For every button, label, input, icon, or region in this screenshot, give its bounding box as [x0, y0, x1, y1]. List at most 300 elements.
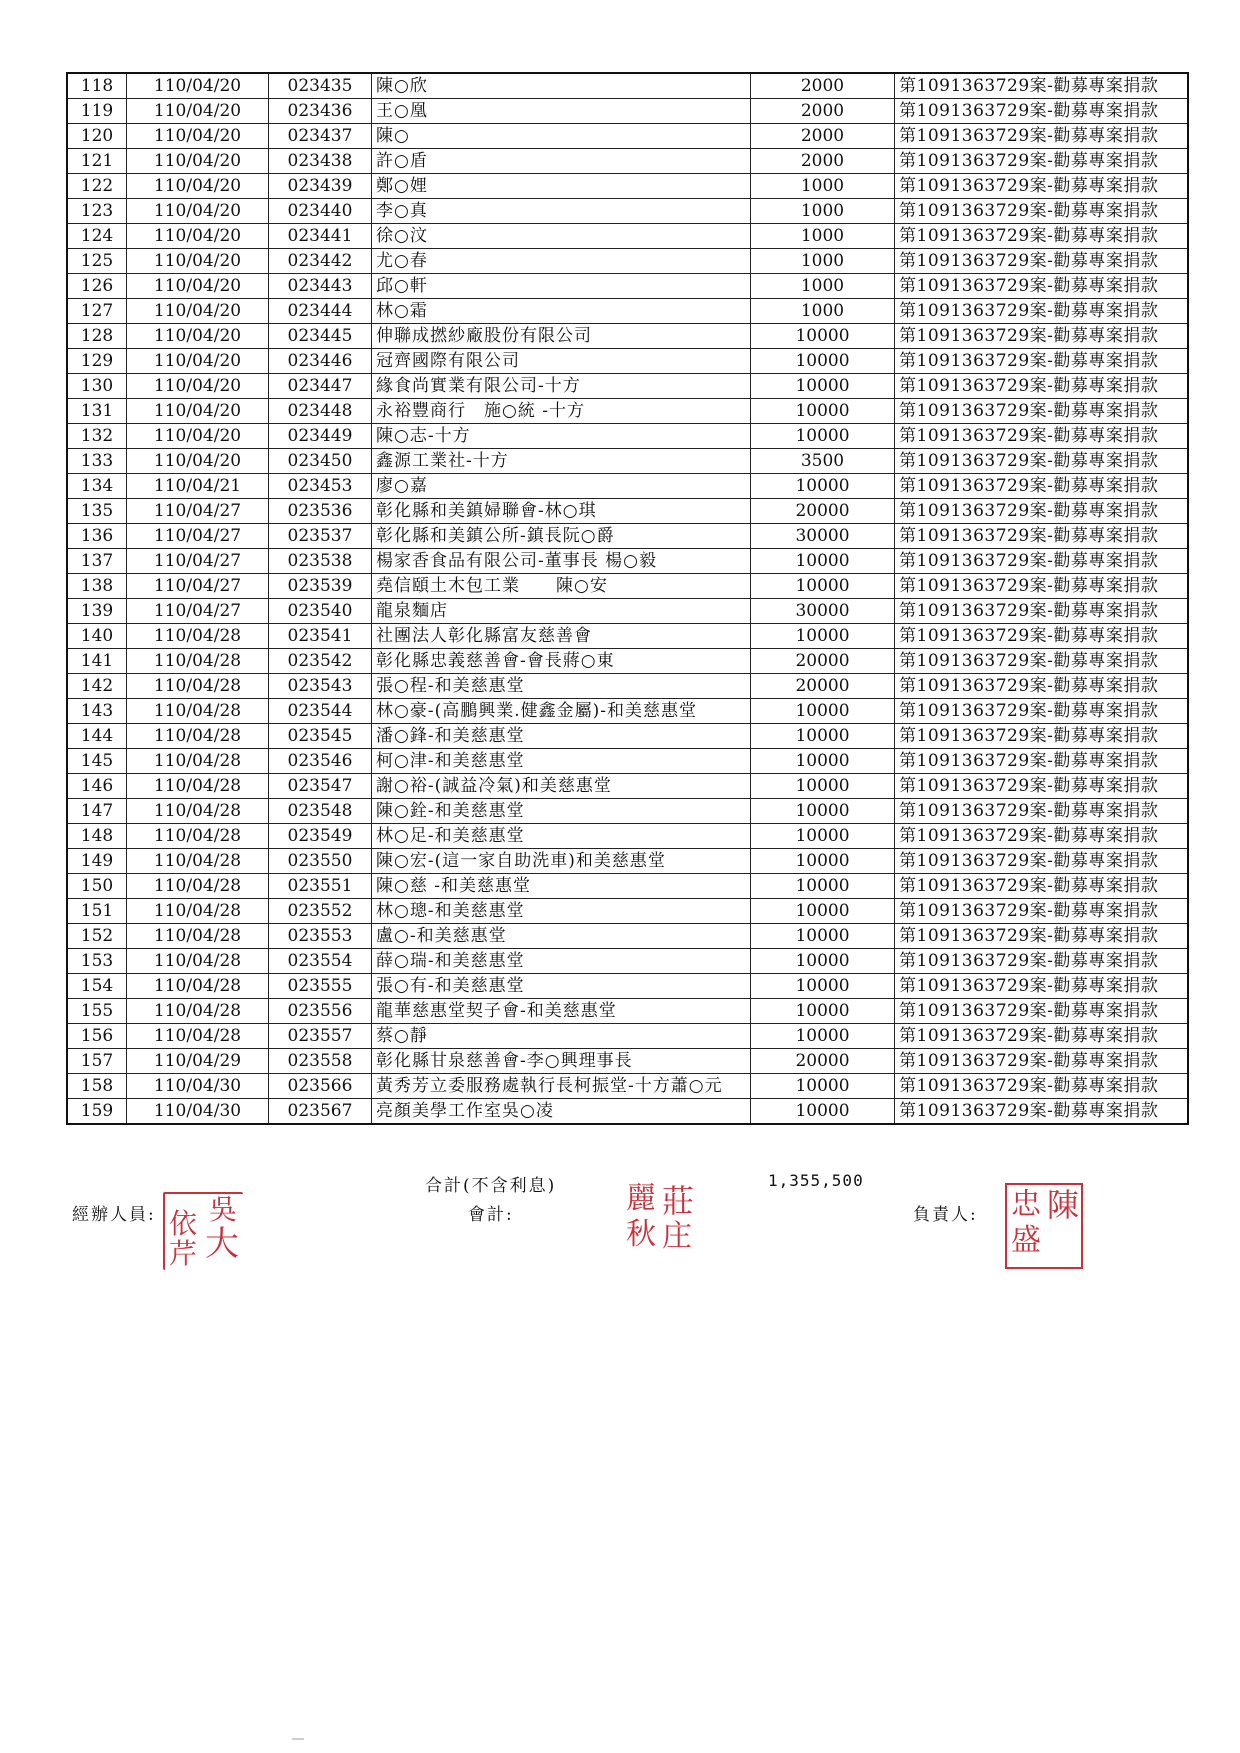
- cell-note: 第1091363729案-勸募專案捐款: [895, 324, 1189, 349]
- table-row: [67, 99, 1188, 124]
- cell-receipt: 023555: [269, 974, 372, 999]
- cell-no: 157: [67, 1049, 127, 1074]
- cell-donor-name: 陳○欣: [372, 73, 751, 99]
- cell-note: 第1091363729案-勸募專案捐款: [895, 774, 1189, 799]
- cell-donor-name: 堯信頤土木包工業 陳○安: [372, 574, 751, 599]
- cell-note: 第1091363729案-勸募專案捐款: [895, 1099, 1189, 1125]
- table-row: [67, 724, 1188, 749]
- donation-table: [66, 72, 1189, 1125]
- cell-date: 110/04/20: [127, 424, 269, 449]
- cell-note: 第1091363729案-勸募專案捐款: [895, 874, 1189, 899]
- cell-receipt: 023566: [269, 1074, 372, 1099]
- cell-amount: 10000: [751, 774, 895, 799]
- cell-note: 第1091363729案-勸募專案捐款: [895, 749, 1189, 774]
- cell-amount: 10000: [751, 1074, 895, 1099]
- total-value: 1,355,500: [768, 1171, 864, 1190]
- cell-amount: 10000: [751, 374, 895, 399]
- cell-receipt: 023448: [269, 399, 372, 424]
- cell-amount: 10000: [751, 899, 895, 924]
- cell-note: 第1091363729案-勸募專案捐款: [895, 274, 1189, 299]
- cell-no: 150: [67, 874, 127, 899]
- cell-receipt: 023537: [269, 524, 372, 549]
- cell-date: 110/04/28: [127, 899, 269, 924]
- cell-donor-name: 龍華慈惠堂契子會-和美慈惠堂: [372, 999, 751, 1024]
- cell-receipt: 023453: [269, 474, 372, 499]
- cell-receipt: 023549: [269, 824, 372, 849]
- cell-note: 第1091363729案-勸募專案捐款: [895, 574, 1189, 599]
- cell-amount: 30000: [751, 599, 895, 624]
- total-label: 合計(不含利息): [425, 1176, 557, 1196]
- table-row: [67, 224, 1188, 249]
- cell-date: 110/04/21: [127, 474, 269, 499]
- cell-donor-name: 彰化縣甘泉慈善會-李○興理事長: [372, 1049, 751, 1074]
- cell-date: 110/04/28: [127, 624, 269, 649]
- cell-amount: 10000: [751, 474, 895, 499]
- cell-note: 第1091363729案-勸募專案捐款: [895, 799, 1189, 824]
- cell-donor-name: 林○霜: [372, 299, 751, 324]
- table-body: [67, 73, 1188, 1124]
- cell-no: 142: [67, 674, 127, 699]
- cell-receipt: 023446: [269, 349, 372, 374]
- cell-note: 第1091363729案-勸募專案捐款: [895, 949, 1189, 974]
- table-row: [67, 999, 1188, 1024]
- table-row: [67, 649, 1188, 674]
- cell-note: 第1091363729案-勸募專案捐款: [895, 849, 1189, 874]
- cell-receipt: 023445: [269, 324, 372, 349]
- cell-date: 110/04/28: [127, 649, 269, 674]
- cell-date: 110/04/20: [127, 274, 269, 299]
- cell-note: 第1091363729案-勸募專案捐款: [895, 624, 1189, 649]
- cell-receipt: 023541: [269, 624, 372, 649]
- cell-donor-name: 伸聯成撚紗廠股份有限公司: [372, 324, 751, 349]
- cell-no: 135: [67, 499, 127, 524]
- cell-note: 第1091363729案-勸募專案捐款: [895, 724, 1189, 749]
- cell-no: 123: [67, 199, 127, 224]
- cell-date: 110/04/28: [127, 999, 269, 1024]
- table-row: [67, 974, 1188, 999]
- cell-donor-name: 彰化縣忠義慈善會-會長蔣○東: [372, 649, 751, 674]
- cell-date: 110/04/28: [127, 1024, 269, 1049]
- cell-donor-name: 許○盾: [372, 149, 751, 174]
- cell-no: 134: [67, 474, 127, 499]
- cell-date: 110/04/28: [127, 849, 269, 874]
- cell-donor-name: 永裕豐商行 施○統 -十方: [372, 399, 751, 424]
- cell-date: 110/04/20: [127, 299, 269, 324]
- cell-donor-name: 尤○春: [372, 249, 751, 274]
- cell-date: 110/04/20: [127, 224, 269, 249]
- responsible-seal-stamp: 陳 忠 盛: [1005, 1183, 1083, 1269]
- cell-date: 110/04/20: [127, 149, 269, 174]
- cell-donor-name: 龍泉麵店: [372, 599, 751, 624]
- cell-note: 第1091363729案-勸募專案捐款: [895, 549, 1189, 574]
- cell-donor-name: 謝○裕-(誠益冷氣)和美慈惠堂: [372, 774, 751, 799]
- cell-receipt: 023449: [269, 424, 372, 449]
- cell-amount: 30000: [751, 524, 895, 549]
- accounting-seal-stamp: 莊 麗 秋 庄: [626, 1181, 695, 1254]
- cell-receipt: 023436: [269, 99, 372, 124]
- cell-receipt: 023547: [269, 774, 372, 799]
- cell-no: 121: [67, 149, 127, 174]
- cell-donor-name: 李○真: [372, 199, 751, 224]
- cell-donor-name: 黃秀芳立委服務處執行長柯振堂-十方蕭○元: [372, 1074, 751, 1099]
- table-row: [67, 1024, 1188, 1049]
- cell-amount: 10000: [751, 724, 895, 749]
- cell-receipt: 023552: [269, 899, 372, 924]
- cell-no: 148: [67, 824, 127, 849]
- cell-note: 第1091363729案-勸募專案捐款: [895, 499, 1189, 524]
- cell-donor-name: 徐○汶: [372, 224, 751, 249]
- cell-receipt: 023550: [269, 849, 372, 874]
- cell-receipt: 023536: [269, 499, 372, 524]
- cell-donor-name: 陳○: [372, 124, 751, 149]
- cell-no: 127: [67, 299, 127, 324]
- cell-amount: 10000: [751, 699, 895, 724]
- cell-receipt: 023437: [269, 124, 372, 149]
- table-row: [67, 824, 1188, 849]
- cell-receipt: 023442: [269, 249, 372, 274]
- cell-date: 110/04/20: [127, 374, 269, 399]
- cell-receipt: 023546: [269, 749, 372, 774]
- cell-amount: 1000: [751, 249, 895, 274]
- cell-amount: 10000: [751, 349, 895, 374]
- cell-no: 146: [67, 774, 127, 799]
- cell-donor-name: 彰化縣和美鎮公所-鎮長阮○爵: [372, 524, 751, 549]
- cell-no: 126: [67, 274, 127, 299]
- table-row: [67, 874, 1188, 899]
- cell-note: 第1091363729案-勸募專案捐款: [895, 824, 1189, 849]
- cell-note: 第1091363729案-勸募專案捐款: [895, 99, 1189, 124]
- cell-amount: 3500: [751, 449, 895, 474]
- cell-no: 144: [67, 724, 127, 749]
- cell-note: 第1091363729案-勸募專案捐款: [895, 249, 1189, 274]
- cell-no: 124: [67, 224, 127, 249]
- table-row: [67, 499, 1188, 524]
- cell-date: 110/04/20: [127, 124, 269, 149]
- table-row: [67, 574, 1188, 599]
- cell-amount: 10000: [751, 624, 895, 649]
- cell-no: 149: [67, 849, 127, 874]
- cell-receipt: 023567: [269, 1099, 372, 1125]
- table-row: [67, 624, 1188, 649]
- cell-receipt: 023544: [269, 699, 372, 724]
- cell-note: 第1091363729案-勸募專案捐款: [895, 299, 1189, 324]
- cell-receipt: 023548: [269, 799, 372, 824]
- cell-amount: 10000: [751, 949, 895, 974]
- cell-note: 第1091363729案-勸募專案捐款: [895, 924, 1189, 949]
- table-row: [67, 749, 1188, 774]
- cell-note: 第1091363729案-勸募專案捐款: [895, 674, 1189, 699]
- cell-note: 第1091363729案-勸募專案捐款: [895, 174, 1189, 199]
- cell-receipt: 023554: [269, 949, 372, 974]
- cell-donor-name: 盧○-和美慈惠堂: [372, 924, 751, 949]
- cell-donor-name: 潘○鋒-和美慈惠堂: [372, 724, 751, 749]
- cell-amount: 10000: [751, 749, 895, 774]
- cell-note: 第1091363729案-勸募專案捐款: [895, 199, 1189, 224]
- scan-mark: [292, 1738, 304, 1740]
- cell-no: 128: [67, 324, 127, 349]
- cell-no: 137: [67, 549, 127, 574]
- cell-date: 110/04/27: [127, 599, 269, 624]
- cell-donor-name: 陳○慈 -和美慈惠堂: [372, 874, 751, 899]
- cell-no: 153: [67, 949, 127, 974]
- cell-receipt: 023558: [269, 1049, 372, 1074]
- cell-amount: 10000: [751, 874, 895, 899]
- cell-note: 第1091363729案-勸募專案捐款: [895, 374, 1189, 399]
- cell-date: 110/04/20: [127, 99, 269, 124]
- cell-no: 155: [67, 999, 127, 1024]
- table-row: [67, 799, 1188, 824]
- cell-date: 110/04/20: [127, 399, 269, 424]
- table-row: [67, 524, 1188, 549]
- table-row: [67, 199, 1188, 224]
- cell-receipt: 023443: [269, 274, 372, 299]
- cell-receipt: 023450: [269, 449, 372, 474]
- cell-note: 第1091363729案-勸募專案捐款: [895, 474, 1189, 499]
- cell-note: 第1091363729案-勸募專案捐款: [895, 73, 1189, 99]
- cell-date: 110/04/28: [127, 824, 269, 849]
- cell-amount: 10000: [751, 999, 895, 1024]
- cell-date: 110/04/27: [127, 524, 269, 549]
- table-row: [67, 1099, 1188, 1125]
- table-row: [67, 174, 1188, 199]
- cell-receipt: 023556: [269, 999, 372, 1024]
- cell-note: 第1091363729案-勸募專案捐款: [895, 699, 1189, 724]
- cell-date: 110/04/28: [127, 874, 269, 899]
- cell-donor-name: 林○璁-和美慈惠堂: [372, 899, 751, 924]
- cell-no: 145: [67, 749, 127, 774]
- table-row: [67, 149, 1188, 174]
- cell-donor-name: 鄭○娌: [372, 174, 751, 199]
- cell-no: 140: [67, 624, 127, 649]
- accounting-label: 會計:: [468, 1205, 514, 1225]
- cell-note: 第1091363729案-勸募專案捐款: [895, 399, 1189, 424]
- cell-date: 110/04/27: [127, 574, 269, 599]
- cell-receipt: 023545: [269, 724, 372, 749]
- cell-no: 122: [67, 174, 127, 199]
- cell-note: 第1091363729案-勸募專案捐款: [895, 649, 1189, 674]
- cell-donor-name: 冠齊國際有限公司: [372, 349, 751, 374]
- cell-receipt: 023438: [269, 149, 372, 174]
- table-row: [67, 1049, 1188, 1074]
- cell-receipt: 023435: [269, 73, 372, 99]
- cell-donor-name: 張○有-和美慈惠堂: [372, 974, 751, 999]
- cell-date: 110/04/20: [127, 324, 269, 349]
- table-row: [67, 274, 1188, 299]
- cell-date: 110/04/28: [127, 749, 269, 774]
- cell-donor-name: 陳○志-十方: [372, 424, 751, 449]
- cell-donor-name: 王○凰: [372, 99, 751, 124]
- cell-note: 第1091363729案-勸募專案捐款: [895, 1049, 1189, 1074]
- cell-receipt: 023440: [269, 199, 372, 224]
- cell-amount: 10000: [751, 324, 895, 349]
- cell-no: 130: [67, 374, 127, 399]
- cell-amount: 20000: [751, 674, 895, 699]
- cell-donor-name: 楊家香食品有限公司-董事長 楊○毅: [372, 549, 751, 574]
- table-row: [67, 899, 1188, 924]
- cell-amount: 10000: [751, 399, 895, 424]
- cell-amount: 1000: [751, 174, 895, 199]
- cell-no: 119: [67, 99, 127, 124]
- cell-no: 159: [67, 1099, 127, 1125]
- cell-date: 110/04/20: [127, 349, 269, 374]
- cell-donor-name: 邱○軒: [372, 274, 751, 299]
- cell-donor-name: 緣食尚實業有限公司-十方: [372, 374, 751, 399]
- cell-no: 120: [67, 124, 127, 149]
- cell-receipt: 023444: [269, 299, 372, 324]
- cell-date: 110/04/28: [127, 974, 269, 999]
- cell-date: 110/04/28: [127, 799, 269, 824]
- cell-donor-name: 亮顏美學工作室吳○凌: [372, 1099, 751, 1125]
- cell-amount: 10000: [751, 424, 895, 449]
- cell-amount: 20000: [751, 649, 895, 674]
- cell-note: 第1091363729案-勸募專案捐款: [895, 999, 1189, 1024]
- cell-amount: 10000: [751, 924, 895, 949]
- cell-donor-name: 鑫源工業社-十方: [372, 449, 751, 474]
- handler-label: 經辦人員:: [72, 1205, 156, 1225]
- cell-amount: 2000: [751, 149, 895, 174]
- cell-amount: 1000: [751, 224, 895, 249]
- table-row: [67, 924, 1188, 949]
- cell-note: 第1091363729案-勸募專案捐款: [895, 1074, 1189, 1099]
- cell-date: 110/04/28: [127, 674, 269, 699]
- cell-date: 110/04/20: [127, 174, 269, 199]
- handler-seal-stamp: 吳 依 大 芹: [163, 1192, 243, 1270]
- responsible-label: 負責人:: [913, 1205, 978, 1225]
- cell-amount: 1000: [751, 199, 895, 224]
- cell-receipt: 023553: [269, 924, 372, 949]
- cell-note: 第1091363729案-勸募專案捐款: [895, 349, 1189, 374]
- cell-note: 第1091363729案-勸募專案捐款: [895, 124, 1189, 149]
- cell-receipt: 023542: [269, 649, 372, 674]
- cell-note: 第1091363729案-勸募專案捐款: [895, 899, 1189, 924]
- cell-receipt: 023540: [269, 599, 372, 624]
- cell-note: 第1091363729案-勸募專案捐款: [895, 1024, 1189, 1049]
- cell-date: 110/04/28: [127, 949, 269, 974]
- table-row: [67, 599, 1188, 624]
- cell-donor-name: 薛○瑞-和美慈惠堂: [372, 949, 751, 974]
- cell-no: 141: [67, 649, 127, 674]
- table-row: [67, 374, 1188, 399]
- cell-no: 139: [67, 599, 127, 624]
- cell-no: 132: [67, 424, 127, 449]
- cell-no: 133: [67, 449, 127, 474]
- table-row: [67, 73, 1188, 99]
- cell-date: 110/04/29: [127, 1049, 269, 1074]
- cell-receipt: 023538: [269, 549, 372, 574]
- cell-no: 125: [67, 249, 127, 274]
- cell-amount: 20000: [751, 1049, 895, 1074]
- cell-amount: 10000: [751, 549, 895, 574]
- cell-no: 147: [67, 799, 127, 824]
- cell-date: 110/04/30: [127, 1074, 269, 1099]
- cell-donor-name: 社團法人彰化縣富友慈善會: [372, 624, 751, 649]
- cell-donor-name: 林○足-和美慈惠堂: [372, 824, 751, 849]
- cell-date: 110/04/28: [127, 924, 269, 949]
- cell-receipt: 023551: [269, 874, 372, 899]
- cell-donor-name: 林○豪-(高鵬興業.健鑫金屬)-和美慈惠堂: [372, 699, 751, 724]
- table-row: [67, 424, 1188, 449]
- cell-donor-name: 張○程-和美慈惠堂: [372, 674, 751, 699]
- cell-donor-name: 彰化縣和美鎮婦聯會-林○琪: [372, 499, 751, 524]
- cell-receipt: 023557: [269, 1024, 372, 1049]
- cell-date: 110/04/20: [127, 73, 269, 99]
- cell-receipt: 023543: [269, 674, 372, 699]
- cell-date: 110/04/28: [127, 724, 269, 749]
- cell-receipt: 023439: [269, 174, 372, 199]
- table-row: [67, 474, 1188, 499]
- cell-donor-name: 陳○宏-(這一家自助洗車)和美慈惠堂: [372, 849, 751, 874]
- table-row: [67, 549, 1188, 574]
- table-row: [67, 449, 1188, 474]
- table-row: [67, 399, 1188, 424]
- cell-amount: 2000: [751, 73, 895, 99]
- table-row: [67, 249, 1188, 274]
- cell-note: 第1091363729案-勸募專案捐款: [895, 974, 1189, 999]
- cell-no: 138: [67, 574, 127, 599]
- cell-no: 129: [67, 349, 127, 374]
- cell-amount: 10000: [751, 849, 895, 874]
- table-row: [67, 699, 1188, 724]
- cell-amount: 1000: [751, 274, 895, 299]
- cell-receipt: 023447: [269, 374, 372, 399]
- cell-date: 110/04/27: [127, 549, 269, 574]
- cell-no: 118: [67, 73, 127, 99]
- cell-donor-name: 蔡○靜: [372, 1024, 751, 1049]
- cell-amount: 10000: [751, 574, 895, 599]
- cell-donor-name: 柯○津-和美慈惠堂: [372, 749, 751, 774]
- cell-donor-name: 廖○嘉: [372, 474, 751, 499]
- table-row: [67, 299, 1188, 324]
- table-row: [67, 949, 1188, 974]
- cell-no: 154: [67, 974, 127, 999]
- cell-note: 第1091363729案-勸募專案捐款: [895, 149, 1189, 174]
- cell-no: 151: [67, 899, 127, 924]
- cell-date: 110/04/20: [127, 449, 269, 474]
- cell-note: 第1091363729案-勸募專案捐款: [895, 224, 1189, 249]
- cell-note: 第1091363729案-勸募專案捐款: [895, 599, 1189, 624]
- cell-donor-name: 陳○銓-和美慈惠堂: [372, 799, 751, 824]
- cell-no: 136: [67, 524, 127, 549]
- table-row: [67, 324, 1188, 349]
- cell-note: 第1091363729案-勸募專案捐款: [895, 449, 1189, 474]
- cell-date: 110/04/28: [127, 699, 269, 724]
- table-row: [67, 349, 1188, 374]
- cell-amount: 20000: [751, 499, 895, 524]
- cell-amount: 10000: [751, 799, 895, 824]
- cell-receipt: 023539: [269, 574, 372, 599]
- cell-amount: 2000: [751, 99, 895, 124]
- cell-no: 152: [67, 924, 127, 949]
- cell-amount: 1000: [751, 299, 895, 324]
- cell-date: 110/04/28: [127, 774, 269, 799]
- cell-note: 第1091363729案-勸募專案捐款: [895, 424, 1189, 449]
- cell-amount: 10000: [751, 974, 895, 999]
- cell-no: 131: [67, 399, 127, 424]
- table-row: [67, 1074, 1188, 1099]
- cell-no: 156: [67, 1024, 127, 1049]
- table-row: [67, 124, 1188, 149]
- cell-date: 110/04/20: [127, 249, 269, 274]
- table-row: [67, 774, 1188, 799]
- cell-date: 110/04/30: [127, 1099, 269, 1125]
- table-row: [67, 674, 1188, 699]
- cell-date: 110/04/27: [127, 499, 269, 524]
- cell-date: 110/04/20: [127, 199, 269, 224]
- cell-receipt: 023441: [269, 224, 372, 249]
- cell-note: 第1091363729案-勸募專案捐款: [895, 524, 1189, 549]
- cell-amount: 10000: [751, 1099, 895, 1125]
- cell-amount: 2000: [751, 124, 895, 149]
